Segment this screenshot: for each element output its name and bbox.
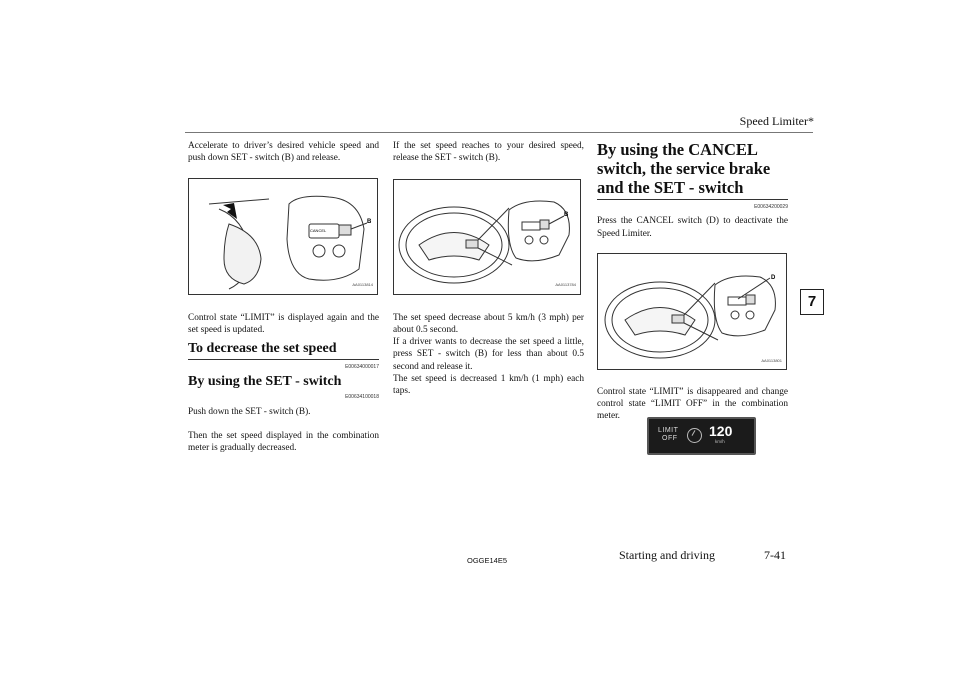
figure-code: AA0113801	[761, 357, 782, 363]
figure-cancel-switch	[597, 253, 787, 370]
column-2	[393, 140, 584, 398]
paragraph: Press the CANCEL switch (D) to deactivate the Speed Limiter.	[597, 216, 788, 239]
figure-steering-wheel	[393, 179, 581, 295]
subsection-heading-block	[188, 374, 379, 403]
paragraph: Push down the SET - switch (B).	[188, 406, 311, 417]
heading-decrease: To decrease the set speed	[188, 341, 337, 357]
page-number: 7-41	[764, 548, 786, 562]
subsection-heading-block	[188, 341, 379, 373]
callout-b: B	[367, 218, 372, 225]
set-speed-value: 120	[709, 423, 733, 439]
cancel-label: CANCEL	[310, 227, 327, 233]
paragraph: Control state “LIMIT” is displayed again and the set speed is updated.	[188, 312, 379, 335]
column-1	[188, 140, 379, 455]
reference-code: E00634200029	[754, 204, 788, 210]
steering-switch-illustration	[189, 179, 377, 294]
section-heading: By using the CANCEL switch, the service brake and the SET - switch	[597, 140, 771, 197]
paragraph: Then the set speed displayed in the combination meter is gradually decreased.	[188, 431, 379, 454]
limit-off-label	[658, 427, 678, 443]
callout-d: D	[771, 274, 776, 281]
heading-rule	[188, 359, 379, 360]
figure-code: AA0113814	[352, 282, 373, 288]
reference-code: E00634000017	[345, 364, 379, 371]
speed-unit: km/h	[715, 439, 725, 444]
heading-set-switch: By using the SET - switch	[188, 374, 342, 390]
paragraph: Control state “LIMIT” is disappeared and change control state “LIMIT OFF” in the combination meter.	[597, 386, 788, 422]
section-title: Speed Limiter*	[739, 114, 814, 128]
reference-code: E00634100018	[345, 394, 379, 401]
paragraph: Accelerate to driver’s desired vehicle speed and push down SET - switch (B) and release.	[188, 141, 379, 164]
footer-section-title: Starting and driving	[619, 548, 715, 562]
meter-line-2: OFF	[662, 435, 678, 442]
chapter-tab: 7	[800, 289, 824, 315]
meter-line-1: LIMIT	[658, 427, 679, 434]
heading-rule	[597, 199, 788, 200]
footer-document-code: OGGE14E5	[467, 556, 508, 565]
header-rule	[185, 132, 813, 133]
steering-wheel-illustration	[598, 254, 786, 369]
paragraph: If a driver wants to decrease the set speed a little, press SET - switch (B) for less than about 0.5 second and release it.	[393, 337, 584, 372]
steering-wheel-illustration	[394, 180, 580, 294]
callout-b: B	[564, 211, 569, 218]
combination-meter-display	[647, 417, 756, 455]
paragraph: The set speed decrease about 5 km/h (3 mph) per about 0.5 second.	[393, 312, 584, 335]
column-3	[597, 140, 788, 423]
paragraph: The set speed is decreased 1 km/h (1 mph) each taps.	[393, 374, 584, 397]
figure-code: AA0113784	[555, 282, 576, 288]
figure-set-switch-push	[188, 178, 378, 295]
paragraph: If the set speed reaches to your desired speed, release the SET - switch (B).	[393, 141, 584, 164]
